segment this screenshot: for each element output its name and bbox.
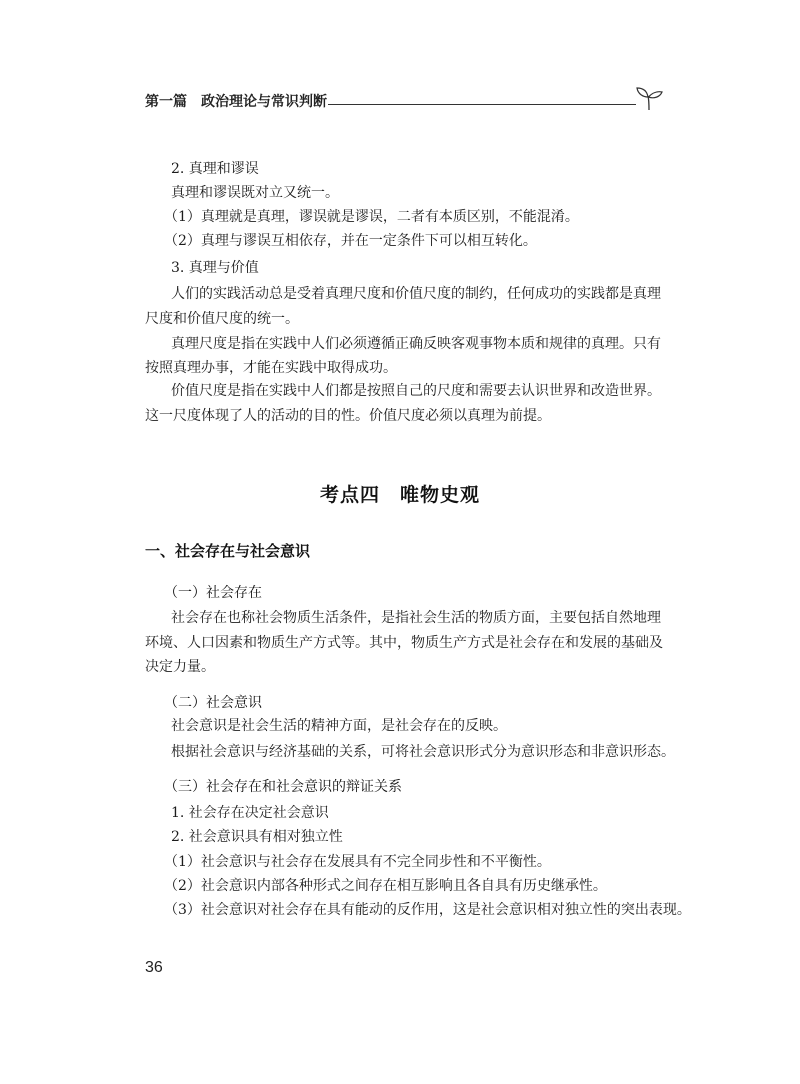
paragraph-truth-scale-line-2: 按照真理办事，才能在实践中取得成功。 [145, 360, 397, 376]
paragraph-practice-line-1: 人们的实践活动总是受着真理尺度和价值尺度的制约，任何成功的实践都是真理 [171, 286, 661, 302]
list-item-independence-3: （3）社会意识对社会存在具有能动的反作用，这是社会意识相对独立性的突出表现。 [164, 902, 691, 918]
subheading-social-existence: （一）社会存在 [164, 585, 262, 601]
paragraph-social-existence-line-1: 社会存在也称社会物质生活条件，是指社会生活的物质方面，主要包括自然地理 [171, 610, 661, 626]
page-number: 36 [145, 959, 163, 976]
list-item-truth-error-2: （2）真理与谬误互相依存，并在一定条件下可以相互转化。 [164, 233, 537, 249]
list-item-independence-2: （2）社会意识内部各种形式之间存在相互影响且各自具有历史继承性。 [164, 878, 607, 894]
list-item-truth-error-1: （1）真理就是真理，谬误就是谬误，二者有本质区别，不能混淆。 [164, 209, 579, 225]
paragraph-truth-error-intro: 真理和谬误既对立又统一。 [171, 185, 339, 201]
paragraph-truth-scale-line-1: 真理尺度是指在实践中人们必须遵循正确反映客观事物本质和规律的真理。只有 [171, 336, 661, 352]
heading-truth-and-value: 3. 真理与价值 [171, 260, 259, 276]
list-item-relative-independence: 2. 社会意识具有相对独立性 [171, 829, 343, 845]
header-part-title: 政治理论与常识判断 [201, 94, 327, 110]
running-header [145, 92, 663, 116]
paragraph-social-consciousness-2: 根据社会意识与经济基础的关系，可将社会意识形式分为意识形态和非意识形态。 [171, 744, 675, 760]
paragraph-value-scale-line-1: 价值尺度是指在实践中人们都是按照自己的尺度和需要去认识世界和改造世界。 [171, 383, 661, 399]
subheading-dialectical-relation: （三）社会存在和社会意识的辩证关系 [164, 779, 402, 795]
sprout-icon [633, 84, 665, 112]
paragraph-practice-line-2: 尺度和价值尺度的统一。 [145, 311, 299, 327]
list-item-existence-determines: 1. 社会存在决定社会意识 [171, 805, 329, 821]
paragraph-social-existence-line-2: 环境、人口因素和物质生产方式等。其中，物质生产方式是社会存在和发展的基础及 [145, 635, 663, 651]
header-section-label: 第一篇 [145, 94, 187, 110]
subheading-social-consciousness: （二）社会意识 [164, 695, 262, 711]
chapter-title: 考点四 唯物史观 [319, 484, 480, 506]
list-item-independence-1: （1）社会意识与社会存在发展具有不完全同步性和不平衡性。 [164, 854, 551, 870]
header-rule [328, 104, 636, 105]
paragraph-social-existence-line-3: 决定力量。 [145, 659, 215, 675]
paragraph-social-consciousness-1: 社会意识是社会生活的精神方面，是社会存在的反映。 [171, 718, 507, 734]
heading-truth-and-error: 2. 真理和谬误 [171, 161, 259, 177]
paragraph-value-scale-line-2: 这一尺度体现了人的活动的目的性。价值尺度必须以真理为前提。 [145, 408, 551, 424]
section-heading-social-existence-consciousness: 一、社会存在与社会意识 [145, 542, 311, 560]
header-title [145, 92, 327, 112]
